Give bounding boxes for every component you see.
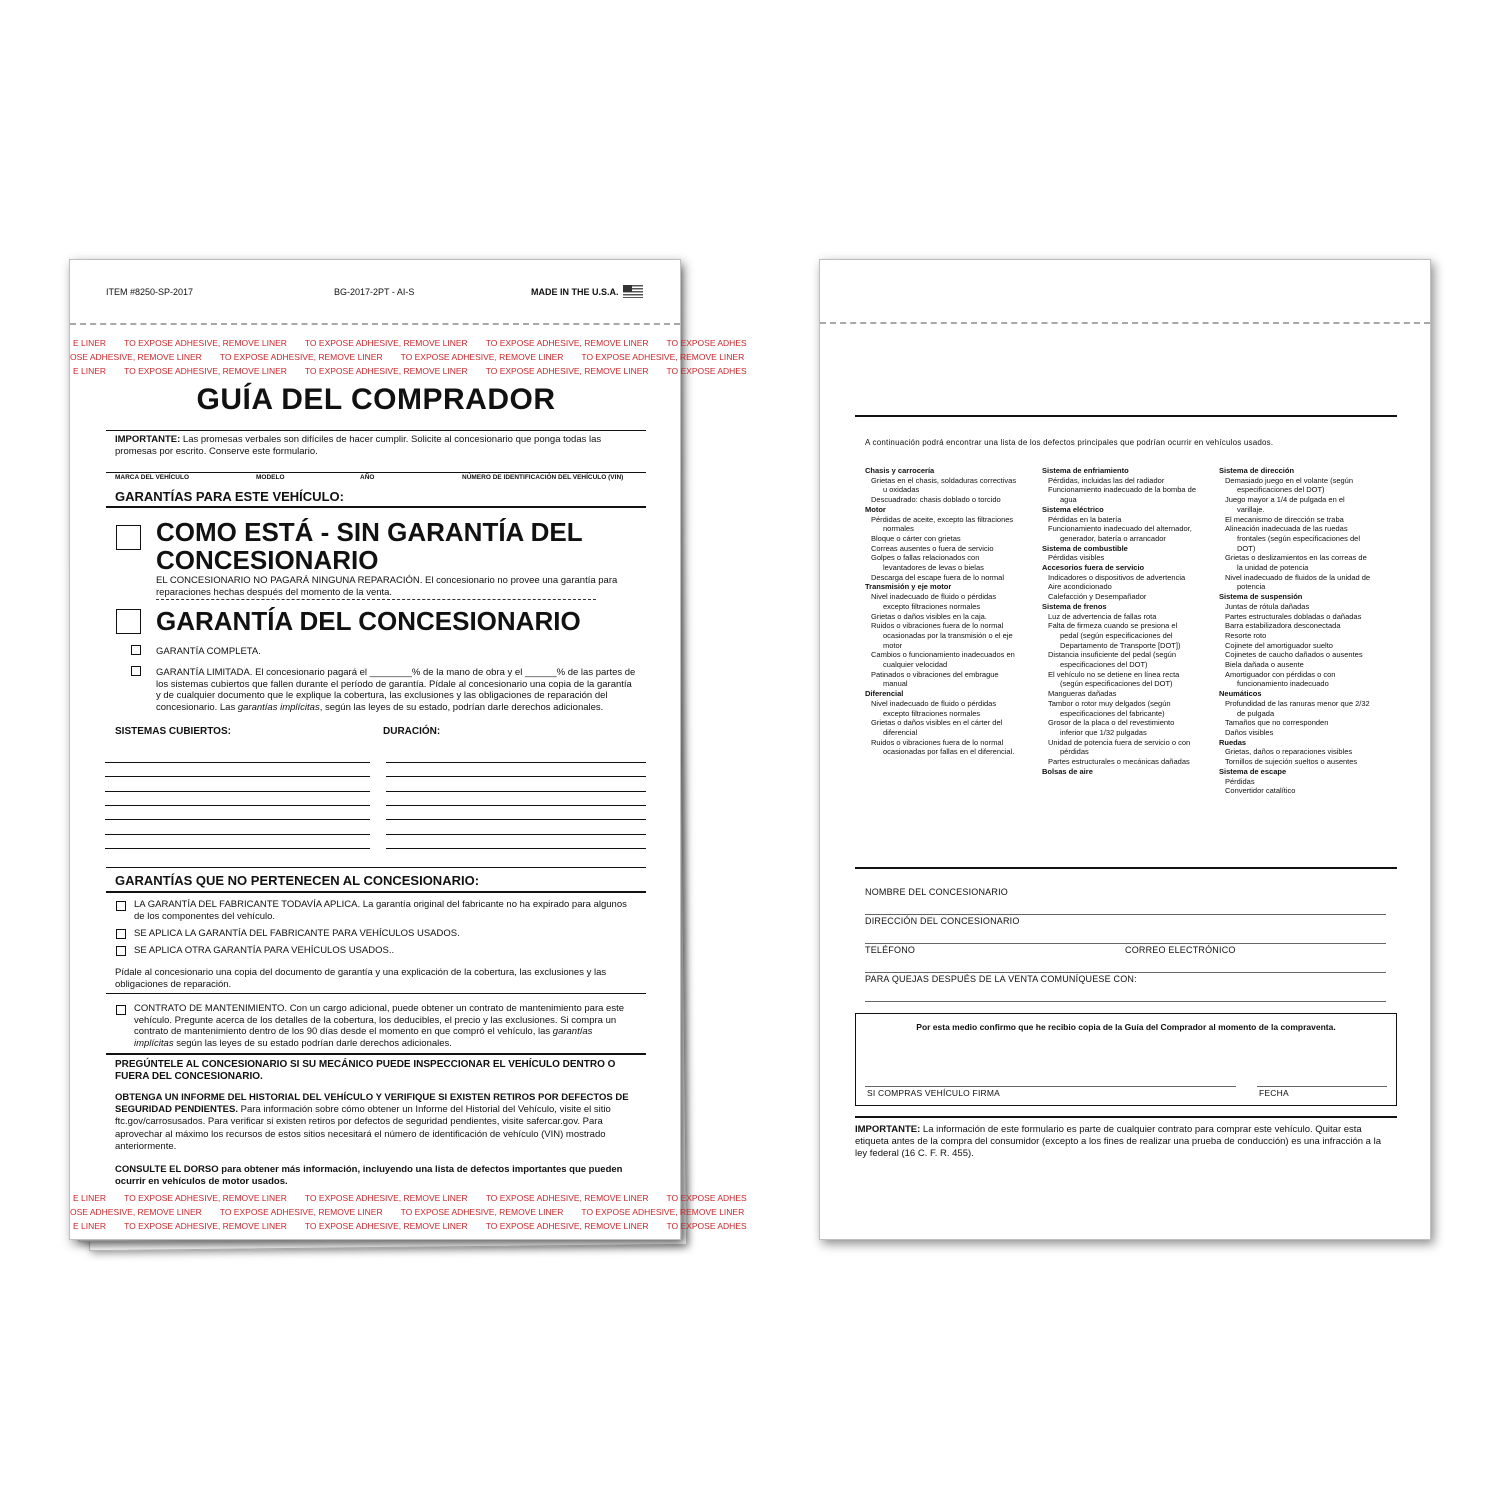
form-code: BG-2017-2PT - AI-S [334,287,415,297]
defect-item: Grietas o daños visibles en la caja. [871,611,987,621]
divider [106,993,646,994]
liner-text: TO EXPOSE ADHES [666,366,747,376]
fill-in-line[interactable] [386,805,646,806]
defect-item: DOT) [1237,543,1256,553]
liner-text: TO EXPOSE ADHESIVE, REMOVE LINER [400,352,564,362]
fill-in-line[interactable] [386,848,646,849]
divider [106,430,646,431]
divider [855,1116,1397,1118]
defect-item: manual [883,679,908,689]
defect-item: de pulgada [1237,708,1275,718]
fill-in-line[interactable] [386,819,646,820]
defect-item: Departamento de Transporte [DOT]) [1060,640,1181,650]
defect-category: Ruedas [1219,737,1247,747]
dealer-address-line[interactable] [865,943,1386,944]
fill-in-line[interactable] [386,762,646,763]
full-warranty-checkbox[interactable] [131,645,141,655]
date-line[interactable] [1257,1086,1387,1087]
defect-item: Ruidos o vibraciones fuera de lo normal [871,737,1004,747]
adhesive-liner-row [70,350,745,364]
defect-item: Pérdidas visibles [1048,553,1105,563]
defect-item: Descarga del escape fuera de lo normal [871,572,1004,582]
defect-item: especificaciones del DOT) [1060,660,1148,670]
liner-text: TO EXPOSE ADHESIVE, REMOVE LINER [581,1207,745,1217]
defect-category: Sistema de frenos [1042,601,1107,611]
liner-text: TO EXPOSE ADHESIVE, REMOVE LINER [219,1207,383,1217]
buyers-guide-front [69,259,747,1240]
defect-item: Daños visibles [1225,727,1274,737]
defect-category: Diferencial [865,689,904,699]
fill-in-line[interactable] [386,791,646,792]
field-vin: NÚMERO DE IDENTIFICACIÓN DEL VEHÍCULO (VIN) [462,474,624,481]
liner-text: E LINER [73,1193,107,1203]
limited-warranty-text: GARANTÍA LIMITADA. El concesionario pagará el ________% de la mano de obra y el ______% de las partes de los sistemas cubiertos que fallen durante el período de garantía. Pídale al concesionario una copia de la garantía y de cualquier documento que le explique la cobertura, las exclusiones y las obligaciones de reparación del concesionario. Las garantías implícitas, según las leyes de su estado, podrían darle derechos adicionales. [156,667,636,713]
defect-item: funcionamiento inadecuado [1237,679,1329,689]
dashed-divider [156,599,596,600]
defect-item: Descuadrado: chasis doblado o torcido [871,495,1001,505]
liner-text: TO EXPOSE ADHESIVE, REMOVE LINER [581,352,745,362]
fill-in-line[interactable] [105,791,370,792]
defect-item: Barra estabilizadora desconectada [1225,621,1341,631]
divider [106,506,646,508]
defect-item: varillaje. [1237,504,1265,514]
fill-in-line[interactable] [105,805,370,806]
liner-text: TO EXPOSE ADHESIVE, REMOVE LINER [304,1193,468,1203]
buyers-guide-back [819,259,1431,1240]
defect-item: Calefacción y Desempañador [1048,592,1147,602]
defect-item: Bloque o cárter con grietas [871,533,961,543]
liner-text: E LINER [73,338,107,348]
made-in-usa: MADE IN THE U.S.A. [531,287,619,297]
defect-item: diferencial [883,727,918,737]
defect-item: frontales (según especificaciones del [1237,533,1360,543]
field-make: MARCA DEL VEHÍCULO [115,474,190,481]
liner-text: TO EXPOSE ADHESIVE, REMOVE LINER [304,366,468,376]
defect-item: El vehículo no se detiene en línea recta [1048,669,1180,679]
defect-item: Grietas en el chasis, soldaduras correctivas [871,475,1017,485]
fill-in-line[interactable] [105,848,370,849]
defect-category: Transmisión y eje motor [865,582,952,592]
other-warranty-text: SE APLICA OTRA GARANTÍA PARA VEHÍCULOS USADOS.. [134,945,395,956]
defect-category: Bolsas de aire [1042,766,1093,776]
consult-back-text: CONSULTE EL DORSO para obtener más información, incluyendo una lista de defectos importantes que pueden ocurrir en vehículos de motor usados. [115,1164,623,1187]
adhesive-liner-row [70,1205,745,1219]
divider [106,867,646,868]
liner-text: E LINER [73,366,107,376]
liner-text: TO EXPOSE ADHESIVE, REMOVE LINER [124,338,287,348]
perforation-line [820,322,1430,324]
important-legal-note: IMPORTANTE: La información de este formulario es parte de cualquier contrato para comprar este vehículo. Quitar esta etiqueta antes de la compra del consumidor (excepto a los fines de realizar una prueba de conducción) es una infracción a la ley federal (16 C. F. R. 455). [855,1124,1381,1159]
defect-item: especificaciones del DOT) [1237,485,1325,495]
liner-text: TO EXPOSE ADHESIVE, REMOVE LINER [485,338,649,348]
dealer-warranty-checkbox[interactable] [116,609,141,634]
defect-item: Funcionamiento inadecuado de la bomba de [1048,485,1197,495]
defect-item: inferior que 1/32 pulgadas [1060,727,1147,737]
manufacturer-warranty-text: LA GARANTÍA DEL FABRICANTE TODAVÍA APLICA. La garantía original del fabricante no ha expirado para algunos de los componentes del vehículo. [134,899,627,922]
defect-category: Neumáticos [1219,689,1262,699]
defect-item: Pérdidas [1225,776,1255,786]
defect-item: (según especificaciones del DOT) [1060,679,1173,689]
date-label: FECHA [1259,1088,1289,1098]
defect-item: Grietas o deslizamientos en las correas de [1225,553,1367,563]
defect-item: ocasionadas por fallas en el diferencial. [883,747,1015,757]
defect-item: Pérdidas en la batería [1048,514,1122,524]
dealer-address-label: DIRECCIÓN DEL CONCESIONARIO [865,916,1020,926]
defect-item: agua [1060,495,1077,505]
defect-item: Patinados o vibraciones del embrague [871,669,999,679]
adhesive-liner-row [70,1219,747,1233]
defect-category: Sistema de combustible [1042,543,1128,553]
service-contract-text: CONTRATO DE MANTENIMIENTO. Con un cargo adicional, puede obtener un contrato de mantenimiento para este vehículo. Pregunte acerca de los detalles de la cobertura, los deducibles, el precio y las exclusiones. Si compra un contrato de mantenimiento dentro de los 90 días desde el momento en que compró el vehículo, las garantías implícitas según las leyes de su estado podrían darle derechos adicionales. [134,1003,625,1049]
defect-item: Tambor o rotor muy delgados (según [1048,698,1171,708]
defect-item: Aire acondicionado [1048,582,1112,592]
warranties-heading: GARANTÍAS PARA ESTE VEHÍCULO: [115,489,344,504]
adhesive-liner-row [70,364,747,378]
service-contract-checkbox[interactable] [116,1005,126,1015]
defect-item: Ruidos o vibraciones fuera de lo normal [871,621,1004,631]
defect-item: Pérdidas, incluidas las del radiador [1048,475,1165,485]
defect-item: Partes estructurales dobladas o dañadas [1225,611,1362,621]
liner-text: TO EXPOSE ADHESIVE, REMOVE LINER [124,366,287,376]
signature-line[interactable] [865,1086,1236,1087]
page-title: GUÍA DEL COMPRADOR [196,383,556,416]
defect-item: pérdidas [1060,747,1089,757]
complaints-label: PARA QUEJAS DESPUÉS DE LA VENTA COMUNÍQUESE CON: [865,974,1137,984]
field-model: MODELO [256,474,285,481]
defect-item: Luz de advertencia de fallas rota [1048,611,1157,621]
defect-category: Sistema de dirección [1219,466,1295,475]
defect-category: Accesorios fuera de servicio [1042,563,1145,573]
liner-text: OSE ADHESIVE, REMOVE LINER [70,1207,202,1217]
defect-item: Demasiado juego en el volante (según [1225,475,1354,485]
defect-item: Cojinete del amortiguador suelto [1225,640,1333,650]
liner-text: TO EXPOSE ADHESIVE, REMOVE LINER [219,352,383,362]
non-dealer-heading: GARANTÍAS QUE NO PERTENECEN AL CONCESIONARIO: [115,873,480,888]
liner-text: TO EXPOSE ADHESIVE, REMOVE LINER [400,1207,564,1217]
as-is-checkbox[interactable] [116,525,141,550]
defect-item: El mecanismo de dirección se traba [1225,514,1344,524]
defect-item: Tamaños que no corresponden [1225,718,1329,728]
fill-in-line[interactable] [105,834,370,835]
defect-item: Alineación inadecuada de las ruedas [1225,524,1348,534]
defect-item: Nivel inadecuado de fluido o pérdidas [871,698,997,708]
dealer-warranty-heading: GARANTÍA DEL CONCESIONARIO [156,606,581,636]
defect-item: Falta de firmeza cuando se presiona el [1048,621,1178,631]
defect-item: Funcionamiento inadecuado del alternador, [1048,524,1192,534]
divider [855,415,1397,417]
divider [106,1053,646,1055]
important-note: IMPORTANTE: Las promesas verbales son difíciles de hacer cumplir. Solicite al concesionario que ponga todas las promesas por escrito. Conserve este formulario. [115,434,602,457]
defects-column-2 [1042,466,1212,777]
full-warranty-label: GARANTÍA COMPLETA. [156,646,261,657]
defect-item: Mangueras dañadas [1048,689,1117,699]
defect-item: Cambios o funcionamiento inadecuados en [871,650,1015,660]
systems-covered-label: SISTEMAS CUBIERTOS: [115,726,231,737]
duration-label: DURACIÓN: [383,726,441,737]
liner-text: TO EXPOSE ADHESIVE, REMOVE LINER [485,366,649,376]
adhesive-liner-row [70,1191,747,1205]
defect-item: potencia [1237,582,1266,592]
defect-category: Sistema de suspensión [1219,592,1303,602]
defect-item: levantadores de levas o bielas [883,563,984,573]
defect-item: excepto filtraciones normales [883,601,981,611]
defect-item: Juntas de rótula dañadas [1225,601,1310,611]
defect-item: Profundidad de las ranuras menor que 2/32 [1225,698,1370,708]
defect-item: excepto filtraciones normales [883,708,981,718]
ask-copy-text: Pídale al concesionario una copia del documento de garantía y una explicación de la cobertura, las exclusiones y las obligaciones de reparación. [115,967,607,990]
defect-item: Grietas o daños visibles en el cárter del [871,718,1003,728]
defect-item: especificaciones del fabricante) [1060,708,1165,718]
defect-item: Distancia insuficiente del pedal (según [1048,650,1176,660]
divider [106,472,646,473]
defect-category: Sistema eléctrico [1042,504,1104,514]
vehicle-history-text: OBTENGA UN INFORME DEL HISTORIAL DEL VEHÍCULO Y VERIFIQUE SI EXISTEN RETIROS POR DEFECTOS DE SEGURIDAD PENDIENTES. Para información sobre cómo obtener un Informe del Historial del Vehículo, visite el sitio ftc.gov/carrosusados. Para verificar si existen retiros por defectos de seguridad pendientes, visite safercar.gov. Para aprovechar al máximo los recursos de estos sitios necesitará el número de identificación de vehículo (VIN) mostrado anteriormente. [115,1092,629,1152]
defect-item: Indicadores o dispositivos de advertencia [1048,572,1186,582]
defect-category: Chasis y carrocería [865,466,935,475]
dealer-name-label: NOMBRE DEL CONCESIONARIO [865,887,1008,897]
email-label: CORREO ELECTRÓNICO [1125,945,1236,955]
adhesive-liner-row [70,336,747,350]
defects-column-3 [1219,466,1389,796]
as-is-heading: COMO ESTÁ - SIN GARANTÍA DEL CONCESIONARIO [156,517,583,575]
liner-text: TO EXPOSE ADHESIVE, REMOVE LINER [304,1221,468,1231]
defect-item: ocasionadas por la transmisión o el eje [883,630,1013,640]
liner-text: TO EXPOSE ADHES [666,1221,747,1231]
divider [106,891,646,893]
defect-item: motor [883,640,903,650]
defect-item: pedal (según especificaciones del [1060,630,1173,640]
phone-email-line[interactable] [865,972,1386,973]
defect-item: Cojinetes de caucho dañados o ausentes [1225,650,1363,660]
fill-in-line[interactable] [105,762,370,763]
fill-in-line[interactable] [386,776,646,777]
fill-in-line[interactable] [105,819,370,820]
ask-mechanic-text: PREGÚNTELE AL CONCESIONARIO SI SU MECÁNICO PUEDE INSPECCIONAR EL VEHÍCULO DENTRO O FUERA DEL CONCESIONARIO. [115,1059,616,1082]
fill-in-line[interactable] [386,834,646,835]
item-number: ITEM #8250-SP-2017 [106,287,194,297]
defect-item: Tornillos de sujeción sueltos o ausentes [1225,757,1358,767]
defect-item: Nivel inadecuado de fluido o pérdidas [871,592,997,602]
field-year: AÑO [360,474,375,481]
us-flag-icon [623,285,643,298]
defect-item: la unidad de potencia [1237,563,1309,573]
liner-text: E LINER [73,1221,107,1231]
defect-item: Convertidor catalítico [1225,786,1296,796]
defect-item: Nivel inadecuado de fluidos de la unidad de [1225,572,1371,582]
defect-item: generador, batería o arrancador [1060,533,1166,543]
defect-item: Grietas, daños o reparaciones visibles [1225,747,1353,757]
defect-item: Resorte roto [1225,630,1267,640]
liner-text: TO EXPOSE ADHESIVE, REMOVE LINER [124,1193,287,1203]
defect-category: Motor [865,504,886,514]
confirmation-text: Por esta medio confirmo que he recibio copia de la Guía del Comprador al momento de la compraventa. [916,1022,1336,1032]
defect-item: Juego mayor a 1/4 de pulgada en el [1225,495,1345,505]
liner-text: OSE ADHESIVE, REMOVE LINER [70,352,202,362]
defect-item: Correas ausentes o fuera de servicio [871,543,994,553]
signature-label: SI COMPRAS VEHÍCULO FIRMA [867,1088,1000,1098]
liner-text: TO EXPOSE ADHESIVE, REMOVE LINER [304,338,468,348]
fill-in-line[interactable] [105,776,370,777]
defect-item: Grosor de la placa o del revestimiento [1048,718,1175,728]
used-vehicle-warranty-text: SE APLICA LA GARANTÍA DEL FABRICANTE PARA VEHÍCULOS USADOS. [134,928,460,939]
phone-label: TELÉFONO [865,945,916,955]
other-warranty-checkbox[interactable] [116,946,126,956]
divider [855,867,1397,869]
defect-item: cualquier velocidad [883,660,948,670]
defects-intro: A continuación podrá encontrar una lista de los defectos principales que podrían ocurrir en vehículos usados. [865,438,1274,447]
manufacturer-warranty-checkbox[interactable] [116,901,126,911]
defect-item: u oxidadas [883,485,920,495]
defect-category: Sistema de escape [1219,766,1287,776]
liner-text: TO EXPOSE ADHES [666,338,747,348]
liner-text: TO EXPOSE ADHESIVE, REMOVE LINER [485,1221,649,1231]
defect-item: Unidad de potencia fuera de servicio o con [1048,737,1191,747]
defect-item: Partes estructurales o mecánicas dañadas [1048,757,1190,767]
defect-item: Biela dañada o ausente [1225,660,1304,670]
defect-item: Golpes o fallas relacionados con [871,553,980,563]
defect-item: Amortiguador con pérdidas o con [1225,669,1336,679]
limited-warranty-checkbox[interactable] [131,666,141,676]
as-is-text: EL CONCESIONARIO NO PAGARÁ NINGUNA REPARACIÓN. El concesionario no provee una garantía para reparaciones hechas después del momento de la venta. [156,575,618,598]
defect-item: Pérdidas de aceite, excepto las filtraciones [871,514,1014,524]
liner-text: TO EXPOSE ADHESIVE, REMOVE LINER [124,1221,287,1231]
defects-column-1 [865,466,1035,757]
complaints-line[interactable] [865,1001,1386,1002]
liner-text: TO EXPOSE ADHES [666,1193,747,1203]
used-vehicle-warranty-checkbox[interactable] [116,929,126,939]
defect-category: Sistema de enfriamiento [1042,466,1129,475]
perforation-line [70,323,680,325]
liner-text: TO EXPOSE ADHESIVE, REMOVE LINER [485,1193,649,1203]
dealer-name-line[interactable] [865,914,1386,915]
defect-item: normales [883,524,914,534]
